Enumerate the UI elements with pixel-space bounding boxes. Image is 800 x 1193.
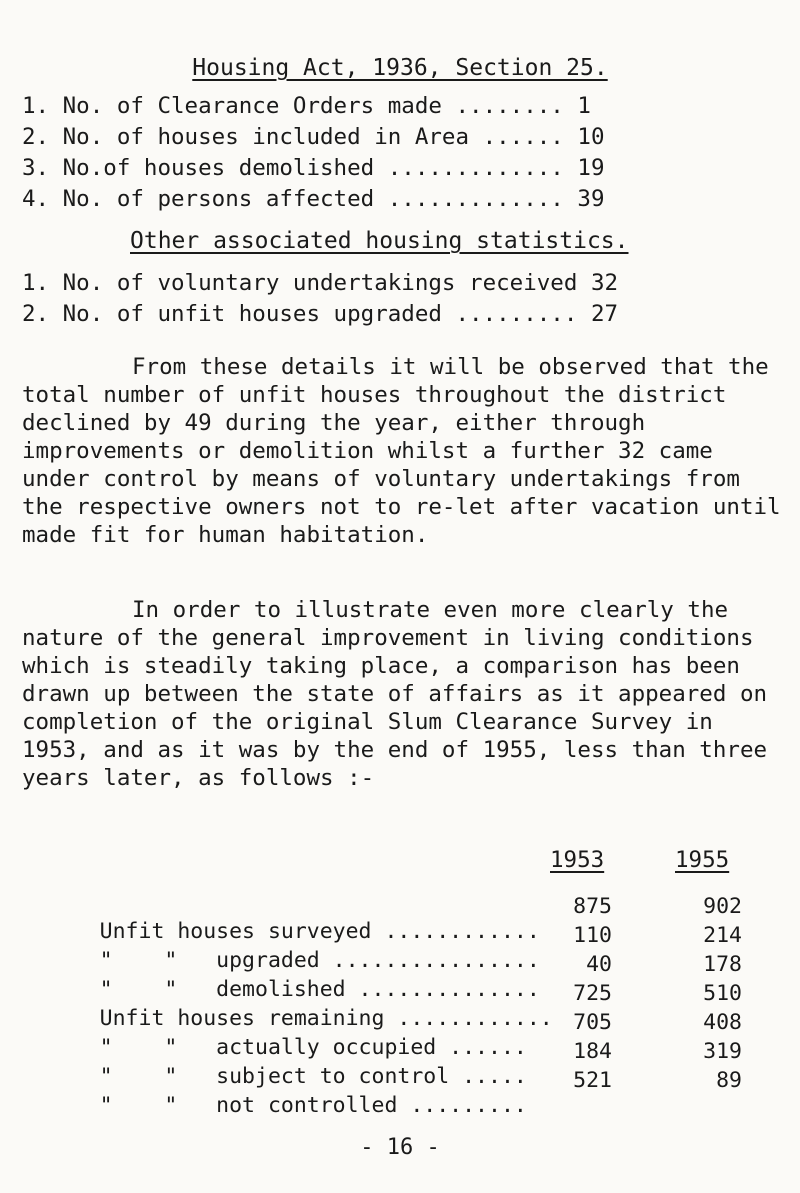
row-label: " " subject to control .....: [99, 1064, 527, 1089]
column-header-1953: 1953: [550, 847, 605, 873]
value-1953: 705: [573, 1010, 612, 1035]
value-1953: 40: [586, 952, 612, 977]
page-heading: Housing Act, 1936, Section 25.: [192, 55, 608, 81]
row-label: " " demolished ..............: [99, 977, 540, 1002]
section-subheading: Other associated housing statistics.: [130, 228, 629, 254]
row-label: " " upgraded ................: [99, 948, 540, 973]
paragraph-2: In order to illustrate even more clearly the nature of the general improvement in living conditions which is steadily taking place, a comparison has been drawn up between the state of affairs as it appeared on completion of the original Slum Clearance Survey in 1953, and as it was by the end of 1955, less than three years later, as follows :-: [22, 597, 768, 791]
paragraph-1: From these details it will be observed that the total number of unfit houses throughout the district declined by 49 during the year, either through improvements or demolition whilst a further 32 came under control by means of voluntary undertakings from the respective owners not to re-let after vacation until made fit for human habitation.: [22, 354, 781, 548]
value-1955: 902: [703, 894, 742, 919]
other-item-1: 1. No. of voluntary undertakings received 32: [22, 270, 619, 296]
row-label: " " actually occupied ......: [99, 1035, 527, 1060]
table-row: [22, 1068, 782, 1193]
act-item-1: 1. No. of Clearance Orders made ........ 1: [22, 93, 591, 119]
row-label: " " not controlled .........: [99, 1093, 527, 1118]
value-1953: 875: [573, 894, 612, 919]
value-1955: 89: [716, 1068, 742, 1093]
value-1953: 521: [573, 1068, 612, 1093]
value-1953: 110: [573, 923, 612, 948]
row-label: Unfit houses surveyed ............: [99, 919, 540, 944]
page-number: - 16 -: [360, 1135, 440, 1160]
value-1955: 178: [703, 952, 742, 977]
value-1955: 408: [703, 1010, 742, 1035]
act-item-3: 3. No.of houses demolished ............. 19: [22, 155, 605, 181]
value-1955: 319: [703, 1039, 742, 1064]
act-item-2: 2. No. of houses included in Area ...... 10: [22, 124, 605, 150]
value-1955: 214: [703, 923, 742, 948]
row-label: Unfit houses remaining ............: [99, 1006, 553, 1031]
column-header-1955: 1955: [675, 847, 730, 873]
act-item-4: 4. No. of persons affected ............. 39: [22, 186, 605, 212]
value-1953: 184: [573, 1039, 612, 1064]
value-1953: 725: [573, 981, 612, 1006]
value-1955: 510: [703, 981, 742, 1006]
other-item-2: 2. No. of unfit houses upgraded ......... 27: [22, 301, 619, 327]
